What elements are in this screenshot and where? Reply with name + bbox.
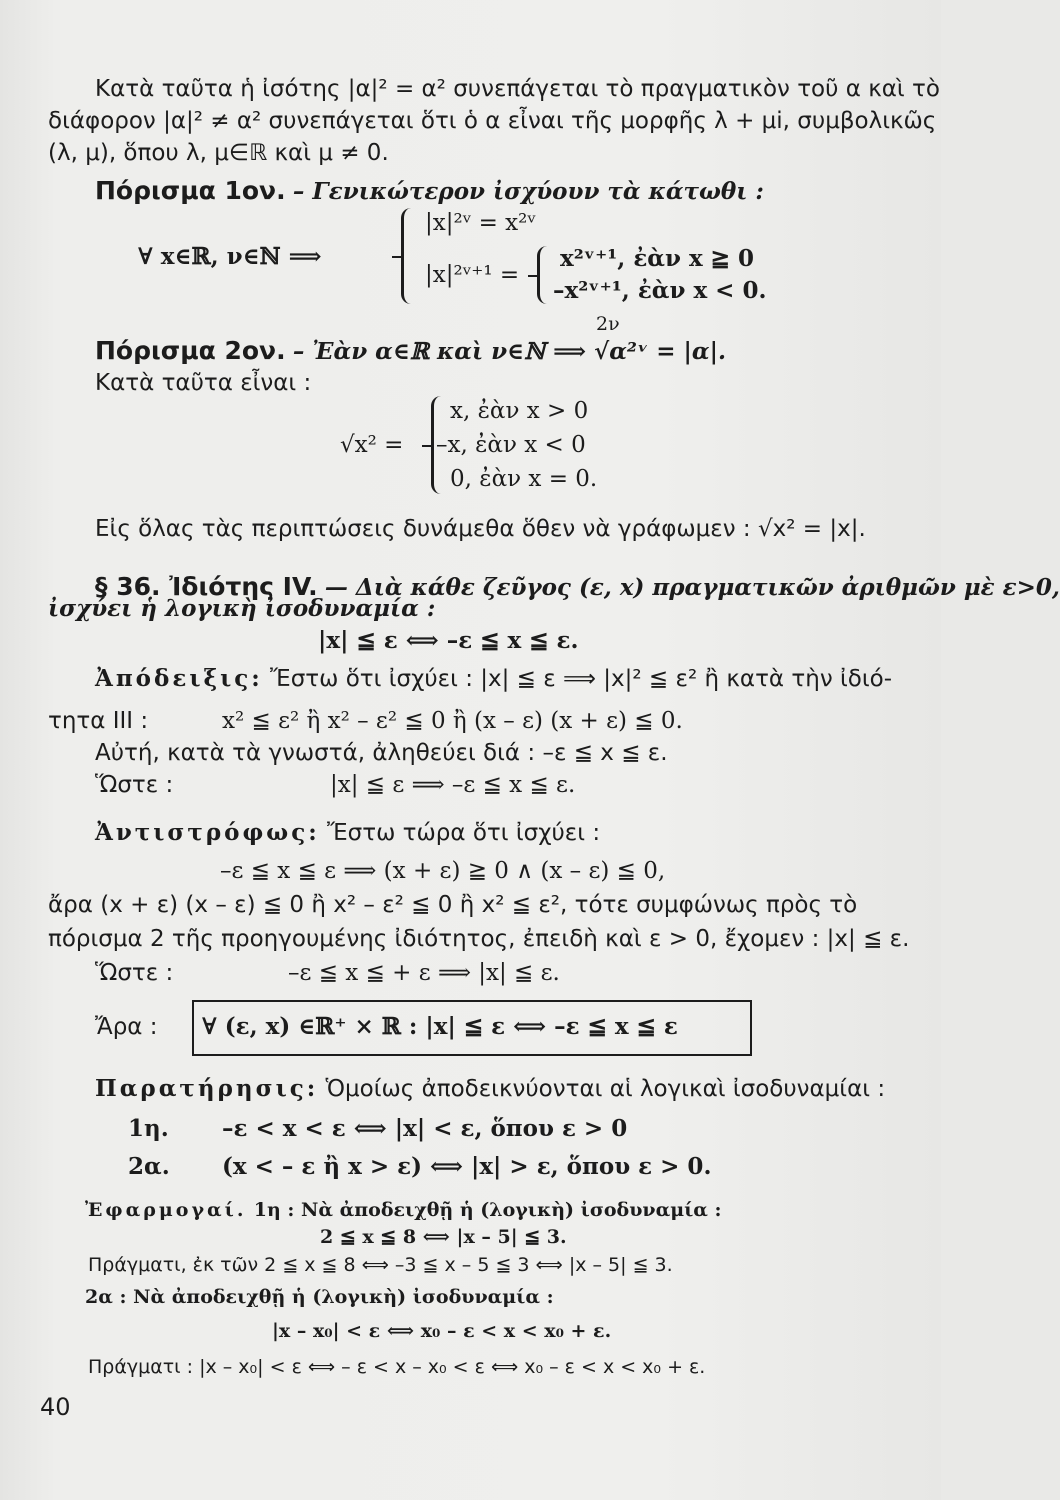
proof-line-2a: τητα III : — [48, 708, 149, 734]
application-1-proof: Πράγματι, ἐκ τῶν 2 ≦ x ≦ 8 ⟺ –3 ≦ x – 5 ≦ 3 ⟺ |x – 5| ≦ 3. — [88, 1254, 673, 1276]
intro-line-1: Κατὰ ταῦτα ἡ ἰσότης |α|² = α² συνεπάγεται τὸ πραγματικὸν τοῦ α καὶ τὸ — [95, 76, 940, 102]
eis-olas-line: Εἰς ὅλας τὰς περιπτώσεις δυνάμεθα ὅθεν νὰ γράφωμεν : √x² = |x|. — [95, 516, 866, 542]
porisma-1-brace — [401, 208, 418, 304]
proof-line-4a: Ὥστε : — [95, 772, 174, 798]
section-36-text-2: ἰσχύει ἡ λογικὴ ἰσοδυναμία : — [48, 595, 436, 622]
porisma-1-case-2: –x²ᵛ⁺¹, ἐὰν x < 0. — [553, 277, 767, 304]
application-1-equivalence: 2 ≦ x ≦ 8 ⟺ |x – 5| ≦ 3. — [320, 1226, 567, 1248]
converse-line-5a: Ὥστε : — [95, 960, 174, 986]
remark-label: Παρατήρησις: — [95, 1075, 319, 1102]
converse-line-3: ἄρα (x + ε) (x – ε) ≦ 0 ἢ x² – ε² ≦ 0 ἢ x² ≦ ε², τότε συμφώνως πρὸς τὸ — [48, 892, 858, 918]
converse-text-1: Ἔστω τώρα ὅτι ἰσχύει : — [327, 820, 601, 846]
porisma-1-eq-2-lhs: |x|²ᵛ⁺¹ = — [425, 262, 520, 288]
kata-tauta-text: Κατὰ ταῦτα εἶναι : — [95, 370, 312, 396]
porisma-2-title: Πόρισμα 2ον. — [95, 336, 286, 365]
intro-line-3: (λ, μ), ὅπου λ, μ∈ℝ καὶ μ ≠ 0. — [48, 140, 389, 166]
porisma-1-title: Πόρισμα 1ον. — [95, 176, 286, 205]
application-2-equivalence: |x – x₀| < ε ⟺ x₀ – ε < x < x₀ + ε. — [272, 1320, 612, 1342]
section-36-equivalence: |x| ≦ ε ⟺ –ε ≦ x ≦ ε. — [318, 627, 579, 654]
proof-line-1 — [95, 664, 892, 694]
porisma-1-heading — [95, 176, 764, 207]
sqrt-case-1: x, ἐὰν x > 0 — [450, 398, 589, 424]
porisma-1-case-1: x²ᵛ⁺¹, ἐὰν x ≧ 0 — [560, 245, 754, 272]
porisma-1-quantifier: ∀ x∈ℝ, ν∈ℕ ⟹ — [138, 243, 322, 270]
intro-line-2: διάφορον |α|² ≠ α² συνεπάγεται ὅτι ὁ α εἶναι τῆς μορφῆς λ + μi, συμβολικῶς — [48, 108, 937, 134]
proof-label: Ἀπόδειξις: — [95, 665, 263, 692]
sqrt-case-3: 0, ἐὰν x = 0. — [450, 466, 598, 492]
converse-line-1 — [95, 818, 600, 848]
ara-boxed-statement: ∀ (ε, x) ∈ℝ⁺ × ℝ : |x| ≦ ε ⟺ –ε ≦ x ≦ ε — [202, 1013, 678, 1040]
section-36-title: § 36. Ἰδιότης IV. — [95, 572, 318, 601]
sqrt-case-2: –x, ἐὰν x < 0 — [436, 432, 586, 458]
applications-line-1 — [85, 1194, 722, 1225]
porisma-1-cases-brace — [537, 246, 552, 304]
porisma-2-line — [95, 336, 726, 367]
ara-label: Ἄρα : — [95, 1014, 158, 1040]
application-2-heading: 2α : Νὰ ἀποδειχθῇ ἡ (λογικὴ) ἰσοδυναμία : — [85, 1286, 554, 1308]
section-36-text-1: — Διὰ κάθε ζεῦγος (ε, x) πραγματικῶν ἀριθμῶν μὲ ε>0, — [324, 574, 1060, 601]
applications-label: Ἐφαρμογαί. — [85, 1199, 247, 1221]
remark-1-statement: –ε < x < ε ⟺ |x| < ε, ὅπου ε > 0 — [222, 1115, 628, 1142]
sqrt-x2-lhs: √x² = — [340, 432, 404, 458]
proof-line-2b: x² ≦ ε² ἢ x² – ε² ≦ 0 ἢ (x – ε) (x + ε) ≦ 0. — [222, 708, 683, 734]
porisma-2-text: – Ἐὰν α∈ℝ καὶ ν∈ℕ ⟹ √α²ᵛ = |α|. — [292, 338, 726, 365]
remark-line — [95, 1074, 885, 1104]
proof-line-4b: |x| ≦ ε ⟹ –ε ≦ x ≦ ε. — [330, 772, 576, 798]
proof-text-1: Ἔστω ὅτι ἰσχύει : |x| ≦ ε ⟹ |x|² ≦ ε² ἢ κατὰ τὴν ἰδιό- — [270, 666, 892, 692]
converse-line-2: –ε ≦ x ≦ ε ⟹ (x + ε) ≧ 0 ∧ (x – ε) ≦ 0, — [220, 858, 666, 884]
application-1-heading: 1η : Νὰ ἀποδειχθῇ ἡ (λογικὴ) ἰσοδυναμία : — [253, 1199, 722, 1221]
remark-1-number: 1η. — [128, 1115, 169, 1142]
porisma-1-eq-1: |x|²ᵛ = x²ᵛ — [425, 210, 536, 236]
remark-2-statement: (x < – ε ἢ x > ε) ⟺ |x| > ε, ὅπου ε > 0. — [222, 1153, 712, 1180]
proof-line-3: Αὐτή, κατὰ τὰ γνωστά, ἀληθεύει διά : –ε ≦ x ≦ ε. — [95, 740, 668, 766]
converse-line-4: πόρισμα 2 τῆς προηγουμένης ἰδιότητος, ἐπειδὴ καὶ ε > 0, ἔχομεν : |x| ≦ ε. — [48, 926, 910, 952]
page-number: 40 — [40, 1393, 71, 1421]
remark-2-number: 2α. — [128, 1153, 170, 1180]
converse-line-5b: –ε ≦ x ≦ + ε ⟹ |x| ≦ ε. — [288, 960, 560, 986]
remark-text: Ὁμοίως ἀποδεικνύονται αἱ λογικαὶ ἰσοδυναμίαι : — [325, 1076, 886, 1102]
porisma-2-root-index: 2ν — [596, 313, 620, 335]
porisma-1-text: – Γενικώτερον ἰσχύουν τὰ κάτωθι : — [292, 178, 764, 205]
converse-label: Ἀντιστρόφως: — [95, 819, 320, 846]
application-2-proof: Πράγματι : |x – x₀| < ε ⟺ – ε < x – x₀ < ε ⟺ x₀ – ε < x < x₀ + ε. — [88, 1356, 706, 1378]
